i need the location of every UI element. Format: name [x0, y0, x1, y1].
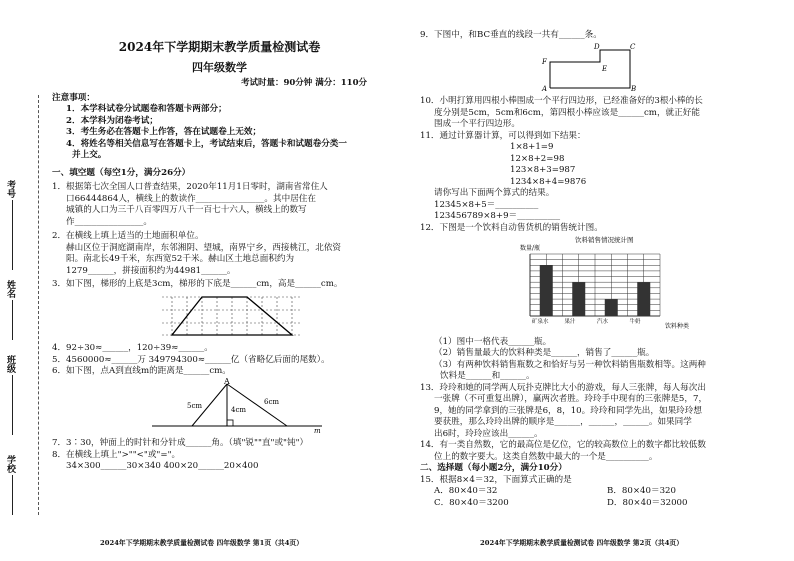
q13-line: 9，她的同学拿到的三张牌是6，8，10。玲玲和同学先出，如果玲玲想	[434, 405, 702, 416]
q14-line: 14．有一类自然数，它的最高位是亿位，它的较高数位上的数字都比较低数	[420, 440, 706, 450]
q13-line: 一张牌（不可重复出牌），赢两次者胜。玲玲手中现有的三张牌是5，7，	[434, 394, 708, 404]
q1-line: 城镇的人口为三千八百零四万八千一百七十六人，横线上的数写	[66, 205, 307, 215]
chart-bar-2	[572, 282, 585, 316]
question-12: 12．下图是一个饮料自动售货机的销售统计图。	[420, 222, 603, 233]
footer-page-2: 2024年下学期期末教学质量检测试卷 四年级数学 第2页（共4页）	[480, 539, 684, 547]
q12-item: （1）图中一格代表______瓶。	[434, 336, 552, 347]
binding-sidebar	[0, 0, 50, 561]
q1-line: 口66444864人，横线上的数读作________________。其中居住在	[66, 193, 316, 204]
exam-meta: 考试时量：90分钟 满分：110分	[240, 78, 367, 88]
question-15: 15．根据8×4＝32，下面算式正确的是	[420, 474, 572, 485]
chart-category-label: 矿泉水	[532, 319, 549, 325]
exam-number-line	[12, 200, 13, 270]
class-line	[12, 375, 13, 435]
question-11: 11．通过计算器计算，可以得到如下结果：	[420, 130, 586, 141]
question-8: 8．在横线上填上">""<"或"="。	[52, 449, 181, 460]
notice-item: 2．本学科为闭卷考试；	[66, 115, 158, 126]
sidebar-label-school: 学校	[5, 455, 15, 473]
q2-line: 1279______，拼接面积约为44981______。	[66, 265, 236, 276]
label-A: A	[224, 377, 230, 386]
page-1	[52, 0, 387, 561]
q2-line: 赫山区位于洞庭湖南岸，东邻湘阴、望城，南界宁乡，西接桃江，北依资	[66, 242, 342, 253]
question-1	[52, 182, 387, 228]
sidebar-label-name: 姓名	[5, 280, 15, 298]
q11-ask: 请你写出下面两个算式的结果。	[434, 188, 555, 198]
chart-xlabel: 饮料种类	[665, 323, 690, 330]
q11-item: 12345×8+5＝__________	[434, 199, 539, 210]
exam-subtitle: 四年级数学	[192, 60, 247, 74]
q15-option-b: B．80×40＝320	[607, 486, 676, 496]
notice-item: 3．考生务必在答题卡上作答，答在试题卷上无效；	[66, 127, 262, 137]
question-4: 4．92÷30≈______，120÷39≈______。	[52, 343, 213, 353]
chart-title: 饮料销售情况统计图	[575, 236, 634, 244]
q2-line: 阳。南北长49千米，东西宽52千米。赫山区土地总面积约为	[66, 254, 295, 264]
question-10	[420, 96, 780, 131]
notice-title: 注意事项：	[52, 92, 95, 103]
q13-line: 13．玲玲和她的同学两人玩扑克牌比大小的游戏，每人三张牌，每人每次出	[420, 382, 706, 393]
q12-item: 饮料是______和______。	[440, 371, 535, 381]
q10-line: 围成一个平行四边形。	[434, 119, 520, 129]
label-A-point: A	[542, 84, 548, 92]
question-5: 5．4560000≈______万 349794300≈______亿（省略亿后面的尾数）。	[52, 354, 330, 365]
label-F-point: F	[542, 57, 547, 66]
q11-pattern: 12×8+2=98	[510, 153, 565, 164]
label-E-point: E	[602, 64, 608, 73]
q11-item: 123456789×8+9＝__________	[434, 211, 561, 221]
label-C-point: C	[630, 42, 636, 51]
label-5cm: 5cm	[187, 401, 203, 410]
school-line	[12, 475, 13, 515]
binding-dash-line	[38, 95, 39, 515]
perpendicular-figure	[420, 42, 780, 92]
exam-title: 2024年下学期期末教学质量检测试卷	[118, 40, 321, 54]
notice-item: 1．本学科试卷分试题卷和答题卡两部分；	[66, 104, 227, 114]
notice-item: 4．将姓名等相关信息写在答题卡上，考试结束后，答题卡和试题卷分类一	[66, 138, 347, 149]
q12-item: （2）销售量最大的饮料种类是______，销售了______瓶。	[434, 348, 655, 358]
q10-line: 10．小明打算用四根小棒围成一个平行四边形，已经准备好的3根小棒的长	[420, 96, 703, 106]
sidebar-label-exam-number: 考号	[5, 180, 15, 198]
chart-bar-3	[605, 299, 618, 316]
q13-line: 要获胜，那么玲玲出牌的顺序是______，______，______。如果同学	[434, 417, 692, 427]
label-B-point: B	[631, 84, 637, 92]
question-6: 6．如下图，点A到直线m的距离是______cm。	[52, 366, 231, 376]
footer-page-1: 2024年下学期期末教学质量检测试卷 四年级数学 第1页（共4页）	[100, 539, 304, 547]
label-4cm: 4cm	[231, 405, 247, 414]
q15-option-a: A．80×40＝32	[434, 486, 498, 496]
sidebar-label-class: 班级	[5, 355, 15, 373]
chart-category-label: 汽水	[597, 319, 609, 325]
chart-bar-4	[637, 282, 650, 316]
chart-category-label: 牛奶	[629, 319, 641, 325]
chart-category-label: 果汁	[564, 319, 576, 325]
notice-item: 并上交。	[72, 150, 107, 160]
question-7: 7．3∶30，钟面上的时针和分针成______角。（填"锐""直"或"钝"）	[52, 438, 309, 448]
q15-option-c: C．80×40＝3200	[434, 497, 509, 508]
q2-line: 2．在横线上填上适当的土地面积单位。	[52, 231, 204, 241]
chart-ylabel: 数量/瓶	[520, 245, 541, 252]
chart-bar-1	[540, 265, 553, 316]
question-2	[52, 231, 387, 277]
beverage-sales-chart	[420, 234, 780, 332]
question-3: 3．如下图，梯形的上底是3cm，梯形的下底是______cm，高是______cm。	[52, 279, 343, 289]
q15-option-d: D．80×40＝32000	[607, 497, 688, 508]
trapezoid-grid-figure	[52, 291, 387, 339]
q15-options-row	[420, 486, 780, 498]
q12-item: （3）有两种饮料销售瓶数之和恰好与另一种饮料销售瓶数相等。这两种	[434, 359, 706, 370]
name-line	[12, 300, 13, 340]
question-14	[420, 440, 780, 463]
point-distance-figure	[52, 378, 387, 434]
q14-line: 位上的数字要大。这类自然数中最大的一个是__________。	[434, 451, 658, 462]
q11-pattern: 1×8+1=9	[510, 142, 554, 152]
q11-pattern: 123×8+3=987	[510, 165, 576, 175]
label-m: m	[314, 426, 321, 434]
q15-options-row	[420, 498, 780, 510]
label-6cm: 6cm	[264, 397, 280, 406]
question-9: 9．下图中，和BC垂直的线段一共有______条。	[420, 30, 602, 40]
section-fill-blanks: 一、填空题（每空1分，满分26分）	[52, 167, 191, 178]
q13-line: 出6时，玲玲应该出______。	[434, 428, 543, 439]
label-D-point: D	[594, 42, 600, 51]
question-8-items: 34×300______30×340 400×20______20×400	[66, 461, 259, 471]
question-13	[420, 383, 780, 441]
q1-line: 1．根据第七次全国人口普查结果，2020年11月1日零时，湖南省常住人	[52, 182, 328, 192]
q10-line: 度分别是5cm，5cm和6cm，第四根小棒应该是______cm，就正好能	[434, 107, 700, 118]
q11-pattern: 1234×8+4=9876	[510, 176, 587, 187]
section-multiple-choice: 二、选择题（每小题2分，满分10分）	[420, 463, 567, 473]
q1-line: 作________________。	[66, 216, 152, 227]
q11-patterns	[420, 142, 780, 188]
q12-items	[420, 337, 780, 383]
page-2	[420, 0, 780, 561]
